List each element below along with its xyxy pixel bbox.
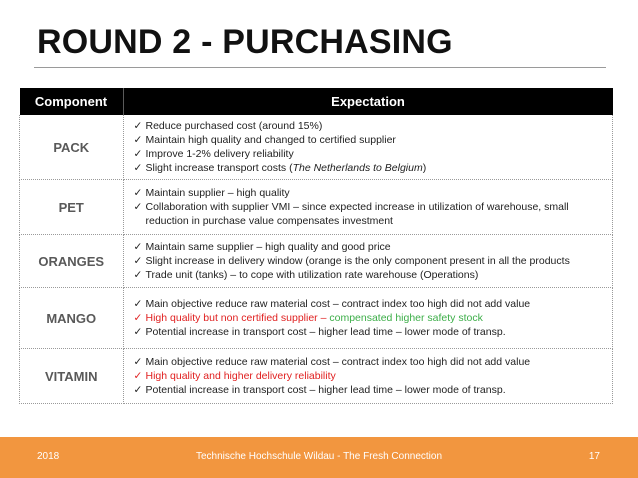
check-icon: ✓ [133, 162, 143, 174]
check-icon: ✓ [133, 241, 143, 253]
expectation-list [134, 240, 613, 282]
list-item: ✓ High quality but non certified supplier – compensated higher safety stock [133, 312, 483, 324]
table-row [20, 349, 613, 404]
expectation-list [134, 119, 613, 175]
check-icon: ✓ [133, 370, 143, 382]
list-item: ✓ Improve 1-2% delivery reliability [133, 148, 294, 160]
table-row [20, 235, 613, 288]
list-item: ✓ Potential increase in transport cost – higher lead time – lower mode of transp. [133, 384, 506, 396]
purchasing-table [19, 88, 613, 404]
list-item: ✓ Slight increase in delivery window (orange is the only component present in all the products [133, 255, 570, 267]
expectation-list [134, 186, 613, 228]
list-item: ✓ Collaboration with supplier VMI – since expected increase in utilization of warehouse, small reduction in purchase value compensates investment [133, 201, 569, 227]
check-icon: ✓ [133, 148, 143, 160]
page-number: 17 [588, 451, 600, 462]
list-item: ✓ Potential increase in transport cost – higher lead time – lower mode of transp. [133, 326, 506, 338]
component-cell: VITAMIN [20, 349, 124, 404]
check-icon: ✓ [133, 187, 143, 199]
slide-title: ROUND 2 - PURCHASING [37, 23, 453, 61]
list-item: ✓ Slight increase transport costs (The Netherlands to Belgium) [133, 162, 427, 174]
check-icon: ✓ [133, 298, 143, 310]
check-icon: ✓ [133, 201, 143, 213]
list-item: ✓ Maintain same supplier – high quality and good price [133, 241, 391, 253]
expectation-cell [123, 115, 613, 180]
list-item: ✓ Maintain high quality and changed to certified supplier [133, 134, 396, 146]
check-icon: ✓ [133, 134, 143, 146]
component-cell: ORANGES [20, 235, 124, 288]
footer-bar [0, 437, 638, 478]
list-item: ✓ Trade unit (tanks) – to cope with utilization rate warehouse (Operations) [133, 269, 479, 281]
check-icon: ✓ [133, 312, 143, 324]
check-icon: ✓ [133, 326, 143, 338]
check-icon: ✓ [133, 120, 143, 132]
expectation-cell [123, 180, 613, 235]
check-icon: ✓ [133, 384, 143, 396]
route-text: The Netherlands to Belgium [292, 162, 423, 174]
expectation-cell [123, 235, 613, 288]
header-expectation: Expectation [123, 88, 613, 115]
table-row [20, 288, 613, 349]
table-row [20, 115, 613, 180]
component-cell: MANGO [20, 288, 124, 349]
expectation-list [134, 355, 613, 397]
list-item: ✓ Main objective reduce raw material cost – contract index too high did not add value [133, 298, 531, 310]
expectation-cell [123, 288, 613, 349]
list-item: ✓ Reduce purchased cost (around 15%) [133, 120, 323, 132]
title-divider [34, 67, 606, 68]
expectation-cell [123, 349, 613, 404]
component-cell: PACK [20, 115, 124, 180]
list-item: ✓ Main objective reduce raw material cost – contract index too high did not add value [133, 356, 531, 368]
footer-text: Technische Hochschule Wildau - The Fresh Connection [195, 451, 443, 462]
header-component: Component [20, 88, 124, 115]
list-item: ✓ High quality and higher delivery reliability [133, 370, 336, 382]
component-cell: PET [20, 180, 124, 235]
check-icon: ✓ [133, 356, 143, 368]
list-item: ✓ Maintain supplier – high quality [133, 187, 290, 199]
footer-year: 2018 [37, 451, 60, 462]
expectation-list [134, 297, 613, 339]
table-header-row [20, 88, 613, 115]
check-icon: ✓ [133, 255, 143, 267]
check-icon: ✓ [133, 269, 143, 281]
table-row [20, 180, 613, 235]
